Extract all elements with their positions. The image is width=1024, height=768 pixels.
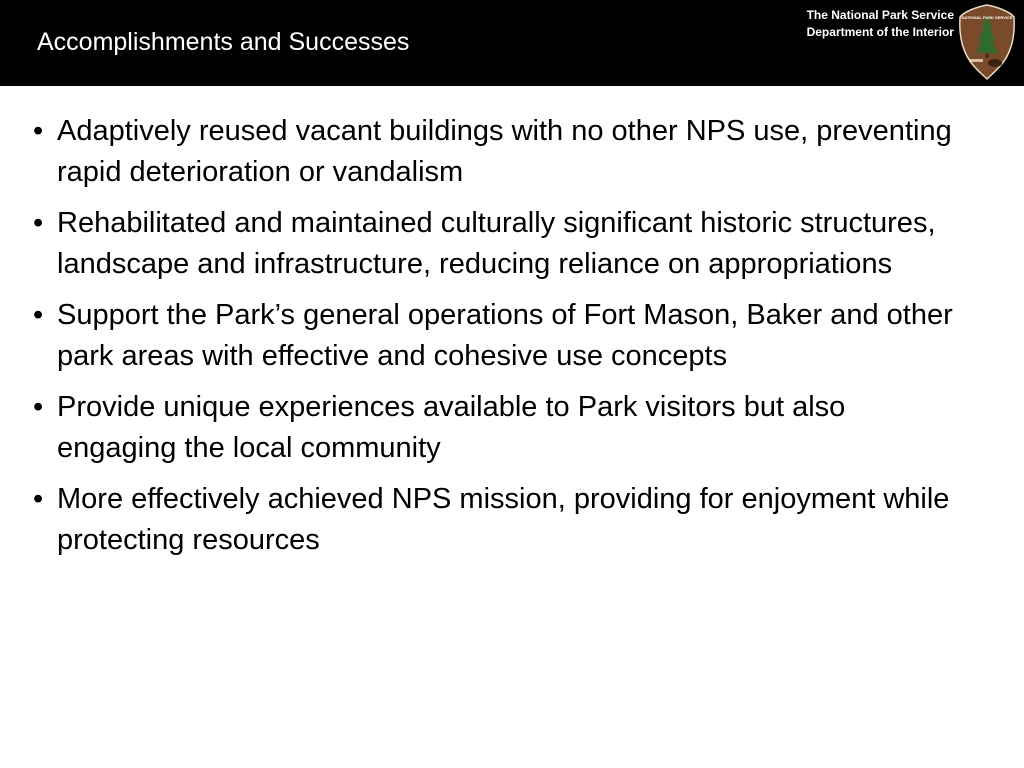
org-department: Department of the Interior: [806, 25, 954, 39]
bullet-symbol: •: [33, 483, 44, 515]
bullet-text: Adaptively reused vacant buildings with no other NPS use, preventing rapid deterioration or vandalism: [57, 115, 952, 188]
bullet-symbol: •: [33, 299, 44, 331]
content-area: [33, 111, 953, 571]
bullet-list: [33, 111, 953, 561]
bullet-text: Support the Park’s general operations of Fort Mason, Baker and other park areas with effective and cohesive use concepts: [57, 299, 953, 372]
header-bar: [0, 0, 1024, 86]
bullet-item: [33, 295, 953, 377]
bullet-text: Provide unique experiences available to Park visitors but also engaging the local community: [57, 391, 846, 464]
bullet-item: [33, 111, 953, 193]
bullet-item: [33, 479, 953, 561]
org-block: [807, 7, 954, 41]
bullet-text: More effectively achieved NPS mission, providing for enjoyment while protecting resources: [57, 483, 950, 556]
slide-title: Accomplishments and Successes: [37, 28, 410, 56]
bullet-text: Rehabilitated and maintained culturally significant historic structures, landscape and infrastructure, reducing reliance on appropriations: [57, 207, 936, 280]
bullet-symbol: •: [33, 115, 44, 147]
org-name: The National Park Service: [806, 8, 954, 22]
nps-arrowhead-logo-icon: [957, 3, 1017, 81]
bullet-item: [33, 387, 953, 469]
bullet-item: [33, 203, 953, 285]
bullet-symbol: •: [33, 207, 44, 239]
logo-text: NATIONAL PARK SERVICE: [961, 15, 1013, 20]
bullet-symbol: •: [33, 391, 44, 423]
